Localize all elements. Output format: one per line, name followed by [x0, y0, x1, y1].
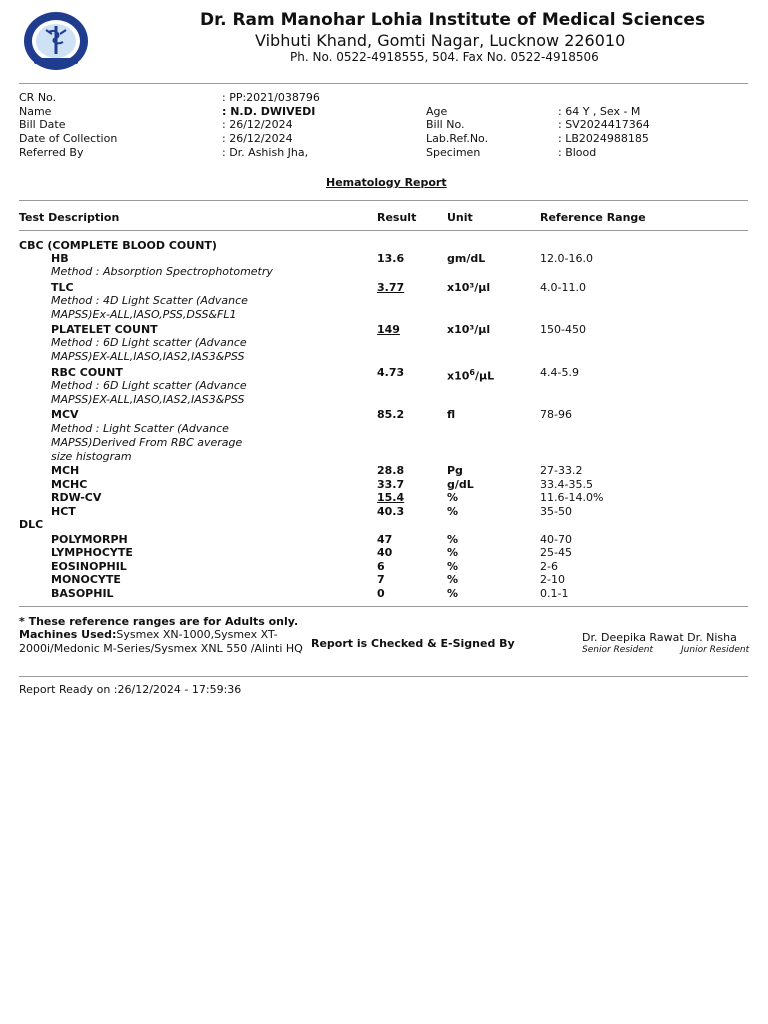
test-result: 40.3 [377, 505, 405, 518]
test-name: EOSINOPHIL [51, 560, 127, 573]
collection-label: Date of Collection [19, 132, 118, 145]
test-name: LYMPHOCYTE [51, 546, 133, 559]
test-ref: 78-96 [540, 408, 572, 421]
test-method: MAPSS)EX-ALL,IASO,IAS2,IAS3&PSS [51, 350, 245, 363]
test-unit: Pg [447, 464, 463, 477]
footer-divider [19, 676, 748, 677]
test-result-abnormal: 149 [377, 323, 400, 336]
report-ready: Report Ready on :26/12/2024 - 17:59:36 [19, 683, 242, 696]
test-name: HCT [51, 505, 76, 518]
test-method: size histogram [51, 450, 132, 463]
table-row [0, 491, 768, 505]
table-row [0, 573, 768, 587]
table-row [0, 478, 768, 492]
test-ref: 40-70 [540, 533, 572, 546]
table-row [0, 252, 768, 266]
machines-line-2: 2000i/Medonic M-Series/Sysmex XNL 550 /Alinti HQ [19, 642, 303, 655]
table-row [0, 366, 768, 383]
signers: Dr. Deepika Rawat Dr. Nisha [582, 631, 737, 644]
col-unit: Unit [447, 211, 473, 224]
test-ref: 4.4-5.9 [540, 366, 579, 379]
test-result: 33.7 [377, 478, 405, 491]
test-result: 4.73 [377, 366, 405, 379]
institute-seal-icon [22, 10, 90, 72]
test-method: MAPSS)Derived From RBC average [51, 436, 243, 449]
test-result: 13.6 [377, 252, 405, 265]
test-unit: gm/dL [447, 252, 486, 265]
referred-label: Referred By [19, 146, 84, 159]
test-method: MAPSS)EX-ALL,IASO,IAS2,IAS3&PSS [51, 393, 245, 406]
test-name: TLC [51, 281, 74, 294]
test-result: 28.8 [377, 464, 405, 477]
test-unit: % [447, 560, 459, 573]
test-name: BASOPHIL [51, 587, 114, 600]
table-row [0, 281, 768, 295]
table-row [0, 505, 768, 519]
name-value: : N.D. DWIVEDI [222, 105, 316, 118]
table-top-divider [19, 200, 748, 201]
test-name: RDW-CV [51, 491, 102, 504]
test-ref: 35-50 [540, 505, 572, 518]
test-result: 85.2 [377, 408, 405, 421]
test-ref: 2-6 [540, 560, 558, 573]
test-unit: % [447, 573, 459, 586]
test-ref: 25-45 [540, 546, 572, 559]
section-dlc: DLC [19, 518, 44, 531]
specimen-value: : Blood [558, 146, 597, 159]
cr-label: CR No. [19, 91, 57, 104]
test-unit: % [447, 533, 459, 546]
bill-date-label: Bill Date [19, 118, 66, 131]
test-unit: x10³/µl [447, 281, 491, 294]
test-unit: g/dL [447, 478, 474, 491]
test-unit: % [447, 587, 459, 600]
test-result-abnormal: 15.4 [377, 491, 405, 504]
test-name: HB [51, 252, 69, 265]
test-unit: % [447, 546, 459, 559]
role-junior-resident: Junior Resident [681, 645, 750, 655]
table-bottom-divider [19, 606, 748, 607]
test-ref: 27-33.2 [540, 464, 583, 477]
test-result: 40 [377, 546, 393, 559]
age-value: : 64 Y , Sex - M [558, 105, 641, 118]
test-unit: x10³/µl [447, 323, 491, 336]
test-name: MCV [51, 408, 79, 421]
test-result: 7 [377, 573, 385, 586]
name-label: Name [19, 105, 52, 118]
specimen-label: Specimen [426, 146, 481, 159]
cr-value: : PP:2021/038796 [222, 91, 320, 104]
checked-signed-text: Report is Checked & E-Signed By [311, 637, 515, 650]
test-name: MCHC [51, 478, 88, 491]
test-unit: % [447, 491, 459, 504]
test-ref: 11.6-14.0% [540, 491, 604, 504]
report-title: Hematology Report [326, 176, 447, 189]
institute-phone: Ph. No. 0522-4918555, 504. Fax No. 0522-4918506 [290, 50, 599, 64]
age-label: Age [426, 105, 448, 118]
table-row [0, 546, 768, 560]
test-ref: 0.1-1 [540, 587, 569, 600]
test-ref: 4.0-11.0 [540, 281, 586, 294]
table-row [0, 533, 768, 547]
lab-ref-value: : LB2024988185 [558, 132, 649, 145]
test-result: 0 [377, 587, 385, 600]
test-unit: fl [447, 408, 456, 421]
test-method: Method : Absorption Spectrophotometry [51, 265, 273, 278]
test-ref: 2-10 [540, 573, 565, 586]
test-result: 6 [377, 560, 385, 573]
test-result: 47 [377, 533, 393, 546]
table-row [0, 408, 768, 422]
referred-value: : Dr. Ashish Jha, [222, 146, 309, 159]
machines-line-1: Machines Used:Sysmex XN-1000,Sysmex XT- [19, 628, 278, 641]
table-row [0, 323, 768, 337]
col-ref: Reference Range [540, 211, 646, 224]
test-ref: 12.0-16.0 [540, 252, 593, 265]
bill-date-value: : 26/12/2024 [222, 118, 293, 131]
test-method: Method : 6D Light scatter (Advance [51, 379, 247, 392]
test-unit: $x10^6/\mu L$ [447, 368, 495, 383]
test-name: MONOCYTE [51, 573, 121, 586]
test-name: RBC COUNT [51, 366, 123, 379]
test-name: POLYMORPH [51, 533, 128, 546]
institute-name: Dr. Ram Manohar Lohia Institute of Medical Sciences [200, 10, 706, 30]
test-ref: 150-450 [540, 323, 586, 336]
table-row [0, 464, 768, 478]
lab-ref-label: Lab.Ref.No. [426, 132, 489, 145]
test-name: MCH [51, 464, 80, 477]
col-result: Result [377, 211, 417, 224]
header-divider [19, 83, 748, 84]
test-method: Method : 6D Light scatter (Advance [51, 336, 247, 349]
institute-address: Vibhuti Khand, Gomti Nagar, Lucknow 226010 [255, 31, 626, 50]
test-method: Method : Light Scatter (Advance [51, 422, 229, 435]
col-desc: Test Description [19, 211, 120, 224]
test-name: PLATELET COUNT [51, 323, 158, 336]
adult-note: * These reference ranges are for Adults only. [19, 615, 299, 628]
collection-value: : 26/12/2024 [222, 132, 293, 145]
test-method: MAPSS)Ex-ALL,IASO,PSS,DSS&FL1 [51, 308, 237, 321]
test-method: Method : 4D Light Scatter (Advance [51, 294, 248, 307]
table-row [0, 560, 768, 574]
table-row [0, 587, 768, 601]
bill-no-label: Bill No. [426, 118, 465, 131]
role-senior-resident: Senior Resident [582, 645, 653, 655]
section-cbc: CBC (COMPLETE BLOOD COUNT) [19, 239, 217, 252]
test-ref: 33.4-35.5 [540, 478, 593, 491]
test-unit: % [447, 505, 459, 518]
test-result-abnormal: 3.77 [377, 281, 405, 294]
bill-no-value: : SV2024417364 [558, 118, 650, 131]
table-header-divider [19, 230, 748, 231]
